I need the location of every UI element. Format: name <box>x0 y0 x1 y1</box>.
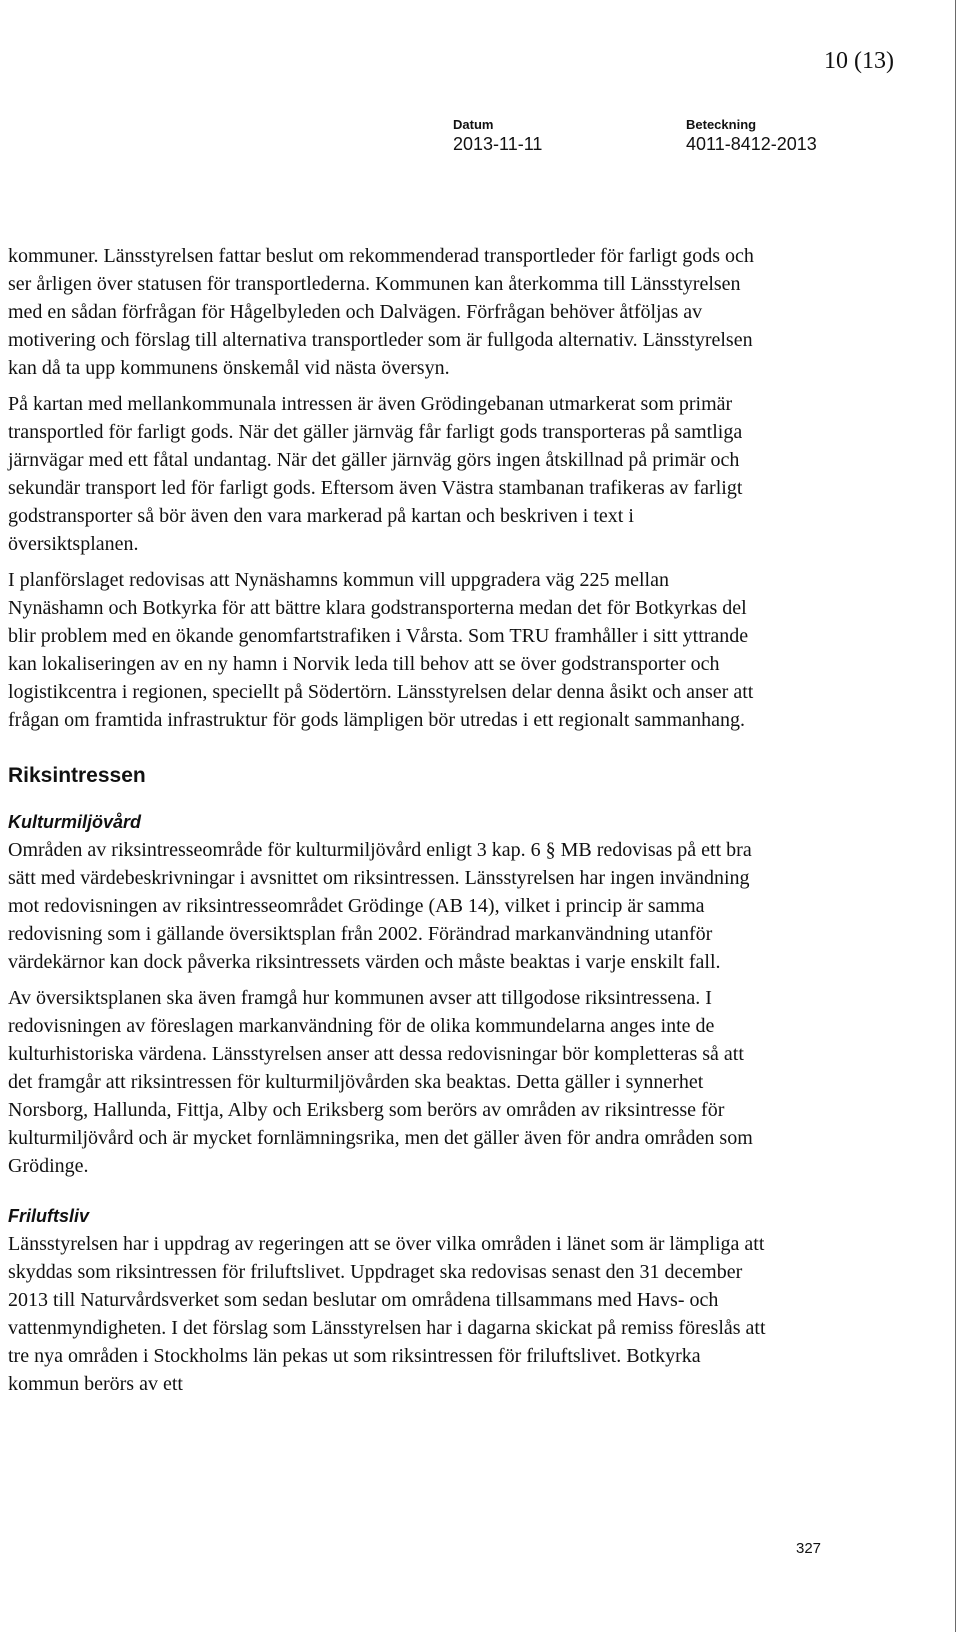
document-body <box>8 242 768 1398</box>
footer-page-number: 327 <box>796 1540 822 1557</box>
paragraph-road-225: I planförslaget redovisas att Nynäshamns kommun vill uppgradera väg 225 mellan Nynäshamn och Botkyrka för att bättre klara godstransporterna medan det för Botkyrkas del blir problem med en ökande genomfartstrafiken i Vårsta. Som TRU framhåller i sitt yttrande kan lokaliseringen av en ny hamn i Norvik leda till behov att se över godstransporter och logistikcentra i regionen, speciellt på Södertörn. Länsstyrelsen delar denna åsikt och anser att frågan om framtida infrastruktur för gods lämpligen bör utredas i ett regionalt sammanhang. <box>8 569 754 731</box>
paragraph-kulturmiljovard-1: Områden av riksintresseområde för kulturmiljövård enligt 3 kap. 6 § MB redovisas på ett bra sätt med värdebeskrivningar i avsnittet om riksintressen. Länsstyrelsen har ingen invändning mot redovisningen av riksintresseområdet Grödinge (AB 14), vilket i princip är samma redovisning som i gällande översiktsplan från 2002. Förändrad markanvändning utanför värdekärnor kan dock påverka riksintressets värden och måste beaktas i varje enskilt fall. <box>8 839 752 973</box>
date-block <box>453 117 542 155</box>
section-heading-riksintressen: Riksintressen <box>8 764 146 787</box>
reference-block <box>686 117 817 155</box>
paragraph-friluftsliv-1: Länsstyrelsen har i uppdrag av regeringen att se över vilka områden i länet som är lämpliga att skyddas som riksintressen för friluftslivet. Uppdraget ska redovisas senast den 31 december 2013 till Naturvårdsverket som sedan beslutar om områdena tillsammans med Havs- och vattenmyndigheten. I det förslag som Länsstyrelsen har i dagarna skickat på remiss föreslås att tre nya områden i Stockholms län pekas ut som riksintressen för friluftslivet. Botkyrka kommun berörs av ett <box>8 1233 766 1395</box>
page-edge-rule <box>955 0 956 1632</box>
subsection-heading-kulturmiljovard: Kulturmiljövård <box>8 812 142 832</box>
reference-value: 4011-8412-2013 <box>686 134 817 154</box>
page-number: 10 (13) <box>824 48 894 74</box>
paragraph-transport-routes: kommuner. Länsstyrelsen fattar beslut om rekommenderad transportleder för farligt gods och ser årligen över statusen för transportlederna. Kommunen kan återkomma till Länsstyrelsen med en sådan förfrågan för Hågelbyleden och Dalvägen. Förfrågan behöver åtföljas av motivering och förslag till alternativa transportleder som är fullgoda alternativ. Länsstyrelsen kan då ta upp kommunens önskemål vid nästa översyn. <box>8 245 754 379</box>
paragraph-kulturmiljovard-2: Av översiktsplanen ska även framgå hur kommunen avser att tillgodose riksintressena. I redovisningen av föreslagen markanvändning för de olika kommundelarna anges inte de kulturhistoriska värdena. Länsstyrelsen anser att dessa redovisningar bör kompletteras så att det framgår att riksintressen för kulturmiljövården ska beaktas. Detta gäller i synnerhet Norsborg, Hallunda, Fittja, Alby och Eriksberg som berörs av områden av riksintresse för kulturmiljövård och är mycket fornlämningsrika, men det gäller även för andra områden som Grödinge. <box>8 987 753 1177</box>
subsection-heading-friluftsliv: Friluftsliv <box>8 1206 90 1226</box>
date-value: 2013-11-11 <box>453 134 543 154</box>
date-label: Datum <box>453 117 494 132</box>
reference-label: Beteckning <box>686 117 757 132</box>
paragraph-grodingebanan: På kartan med mellankommunala intressen är även Grödingebanan utmarkerat som primär transportled för farligt gods. När det gäller järnväg får farligt gods transporteras på samtliga järnvägar med ett fåtal undantag. När det gäller järnväg görs ingen åtskillnad på primär och sekundär transport led för farligt gods. Eftersom även Västra stambanan trafikeras av farligt godstransporter så bör även den vara markerad på kartan och beskriven i text i översiktsplanen. <box>8 393 743 555</box>
